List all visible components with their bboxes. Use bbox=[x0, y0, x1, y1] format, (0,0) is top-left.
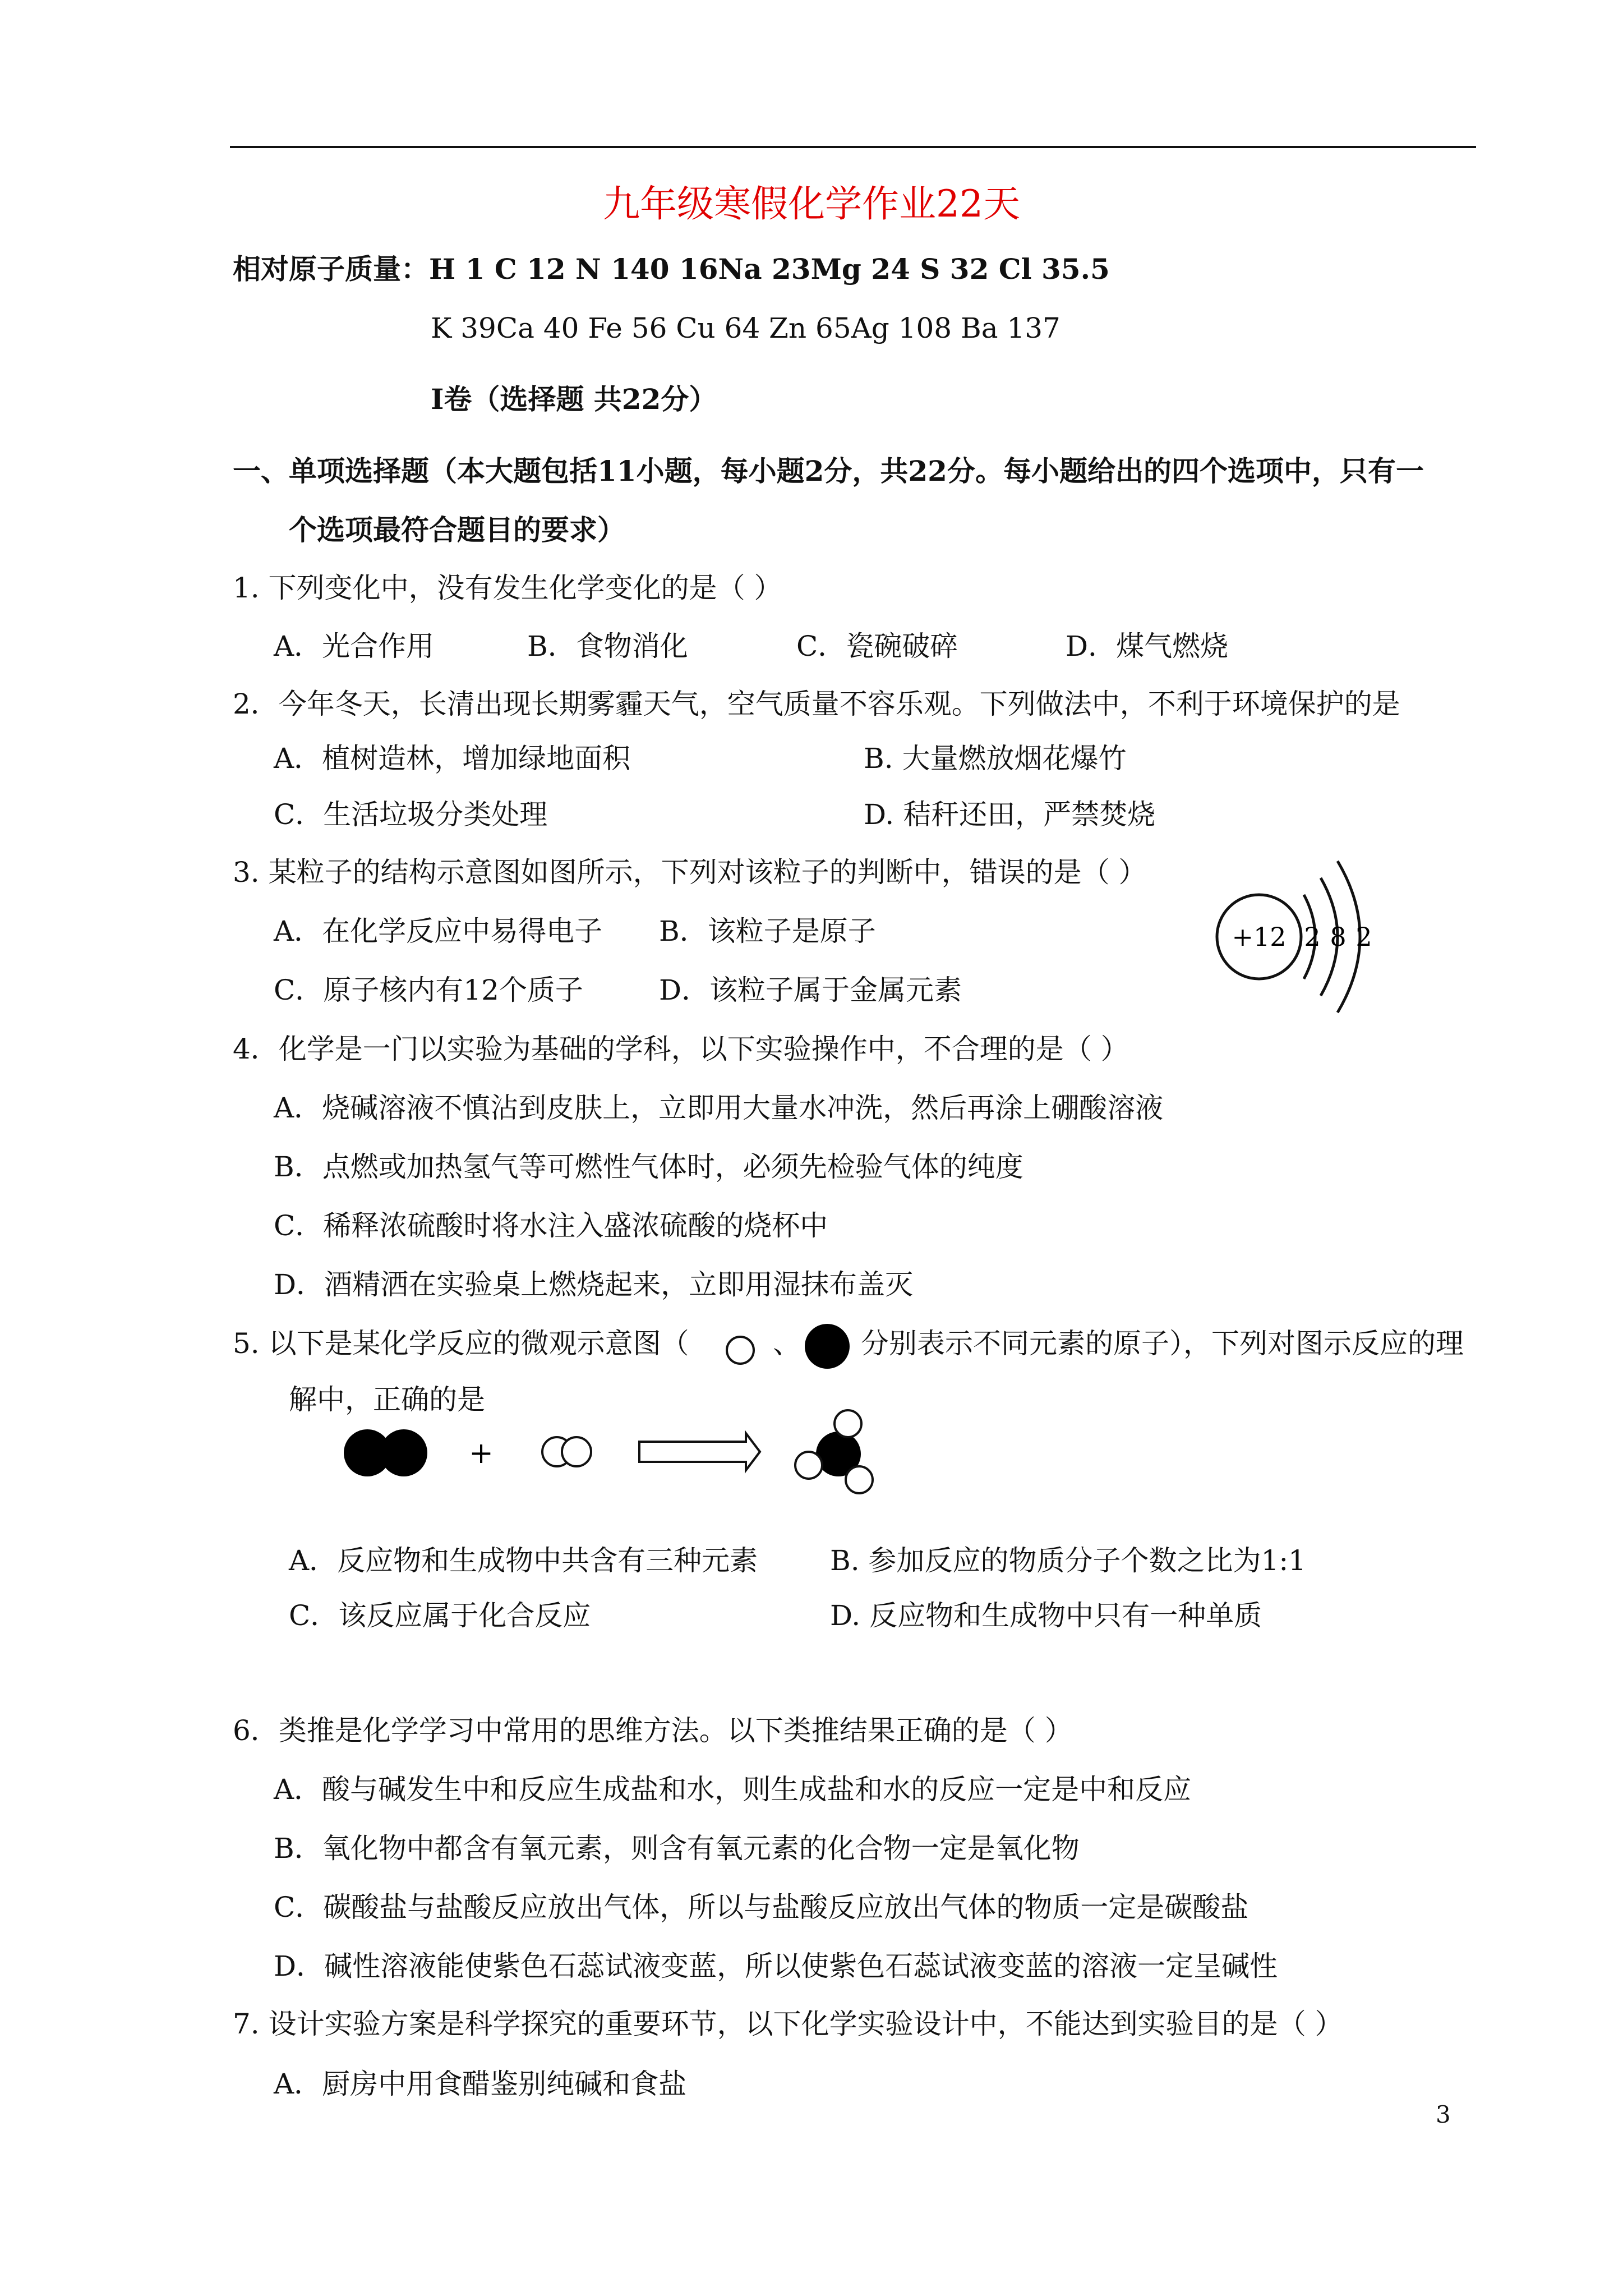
q4-option-a: A．烧碱溶液不慎沾到皮肤上，立即用大量水冲洗，然后再涂上硼酸溶液 bbox=[274, 1092, 1164, 1124]
black-atom-legend-icon bbox=[802, 1321, 852, 1372]
q3-stem: 3. 某粒子的结构示意图如图所示，下列对该粒子的判断中，错误的是（ ） bbox=[233, 856, 1147, 889]
q1-option-a: A．光合作用 bbox=[274, 630, 435, 662]
q3-option-b: B．该粒子是原子 bbox=[659, 915, 876, 947]
q2-stem: 2．今年冬天，长清出现长期雾霾天气，空气质量不容乐观。下列做法中，不利于环境保护的是 bbox=[233, 688, 1400, 720]
q6-option-d: D．碱性溶液能使紫色石蕊试液变蓝，所以使紫色石蕊试液变蓝的溶液一定呈碱性 bbox=[274, 1950, 1278, 1982]
q3-option-c: C．原子核内有12个质子 bbox=[274, 974, 583, 1006]
atomic-mass-line-1: 相对原子质量：H 1 C 12 N 140 16Na 23Mg 24 S 32 Cl 35.5 bbox=[233, 252, 1110, 286]
q5-option-c: C．该反应属于化合反应 bbox=[289, 1599, 591, 1632]
q4-option-c: C．稀释浓硫酸时将水注入盛浓硫酸的烧杯中 bbox=[274, 1209, 828, 1242]
q1-option-c: C．瓷碗破碎 bbox=[796, 630, 958, 662]
product-white-atom-top bbox=[834, 1410, 861, 1437]
q6-option-c: C．碳酸盐与盐酸反应放出气体，所以与盐酸反应放出气体的物质一定是碳酸盐 bbox=[274, 1891, 1249, 1924]
q4-option-b: B．点燃或加热氢气等可燃性气体时，必须先检验气体的纯度 bbox=[274, 1151, 1023, 1183]
q1-option-b: B．食物消化 bbox=[527, 630, 688, 662]
product-white-atom-right bbox=[846, 1466, 873, 1493]
black-molecule-atom-2 bbox=[380, 1429, 427, 1476]
shell-2-electrons: 8 bbox=[1330, 922, 1347, 952]
q5-stem-separator: 、 bbox=[773, 1327, 801, 1360]
q2-option-c: C．生活垃圾分类处理 bbox=[274, 798, 548, 831]
reaction-arrow bbox=[639, 1433, 760, 1470]
white-molecule-atom-2 bbox=[562, 1437, 591, 1466]
q1-stem: 1. 下列变化中，没有发生化学变化的是（ ） bbox=[233, 572, 782, 604]
white-atom-legend-icon bbox=[723, 1332, 757, 1366]
header-rule bbox=[230, 146, 1476, 148]
q6-option-b: B．氧化物中都含有氧元素，则含有氧元素的化合物一定是氧化物 bbox=[274, 1832, 1080, 1865]
atom-structure-diagram bbox=[1206, 841, 1385, 1043]
q3-option-d: D．该粒子属于金属元素 bbox=[659, 974, 962, 1006]
page-number: 3 bbox=[1436, 2101, 1451, 2128]
product-white-atom-left bbox=[795, 1452, 822, 1479]
shell-3-electrons: 2 bbox=[1355, 922, 1372, 952]
section-heading-line-1: 一、单项选择题（本大题包括11小题，每小题2分，共22分。每小题给出的四个选项中，只有一 bbox=[233, 454, 1424, 487]
plus-sign: + bbox=[469, 1437, 494, 1470]
section-heading-line-2: 个选项最符合题目的要求） bbox=[289, 513, 625, 546]
q7-option-a: A．厨房中用食醋鉴别纯碱和食盐 bbox=[274, 2068, 687, 2100]
q2-option-b: B. 大量燃放烟花爆竹 bbox=[864, 742, 1127, 775]
page-title: 九年级寒假化学作业22天 bbox=[603, 182, 1020, 226]
q6-option-a: A．酸与碱发生中和反应生成盐和水，则生成盐和水的反应一定是中和反应 bbox=[274, 1773, 1192, 1806]
q7-stem: 7. 设计实验方案是科学探究的重要环节，以下化学实验设计中，不能达到实验目的是（ ） bbox=[233, 2008, 1343, 2040]
reaction-diagram bbox=[336, 1402, 897, 1515]
q5-option-a: A．反应物和生成物中共含有三种元素 bbox=[289, 1544, 758, 1577]
nucleus-charge: +12 bbox=[1232, 922, 1287, 952]
q3-option-a: A．在化学反应中易得电子 bbox=[274, 915, 603, 947]
q5-stem-suffix: 分别表示不同元素的原子），下列对图示反应的理 bbox=[861, 1327, 1464, 1360]
q4-stem: 4．化学是一门以实验为基础的学科，以下实验操作中，不合理的是（ ） bbox=[233, 1033, 1129, 1065]
q5-option-b: B. 参加反应的物质分子个数之比为1:1 bbox=[830, 1544, 1306, 1577]
shell-1-electrons: 2 bbox=[1304, 922, 1321, 952]
q5-option-d: D. 反应物和生成物中只有一种单质 bbox=[830, 1599, 1262, 1632]
q1-option-d: D．煤气燃烧 bbox=[1066, 630, 1229, 662]
q2-option-d: D. 秸秆还田，严禁焚烧 bbox=[864, 798, 1156, 831]
q2-option-a: A．植树造林，增加绿地面积 bbox=[274, 742, 631, 775]
atomic-mass-line-2: K 39Ca 40 Fe 56 Cu 64 Zn 65Ag 108 Ba 137 bbox=[431, 312, 1061, 344]
q6-stem: 6．类推是化学学习中常用的思维方法。以下类推结果正确的是（ ） bbox=[233, 1714, 1073, 1747]
volume-title: I卷（选择题 共22分） bbox=[431, 383, 717, 416]
q5-stem-prefix: 5. 以下是某化学反应的微观示意图（ bbox=[233, 1327, 689, 1360]
q4-option-d: D．酒精洒在实验桌上燃烧起来，立即用湿抹布盖灭 bbox=[274, 1268, 914, 1301]
q5-stem-line-2: 解中，正确的是 bbox=[289, 1383, 485, 1416]
